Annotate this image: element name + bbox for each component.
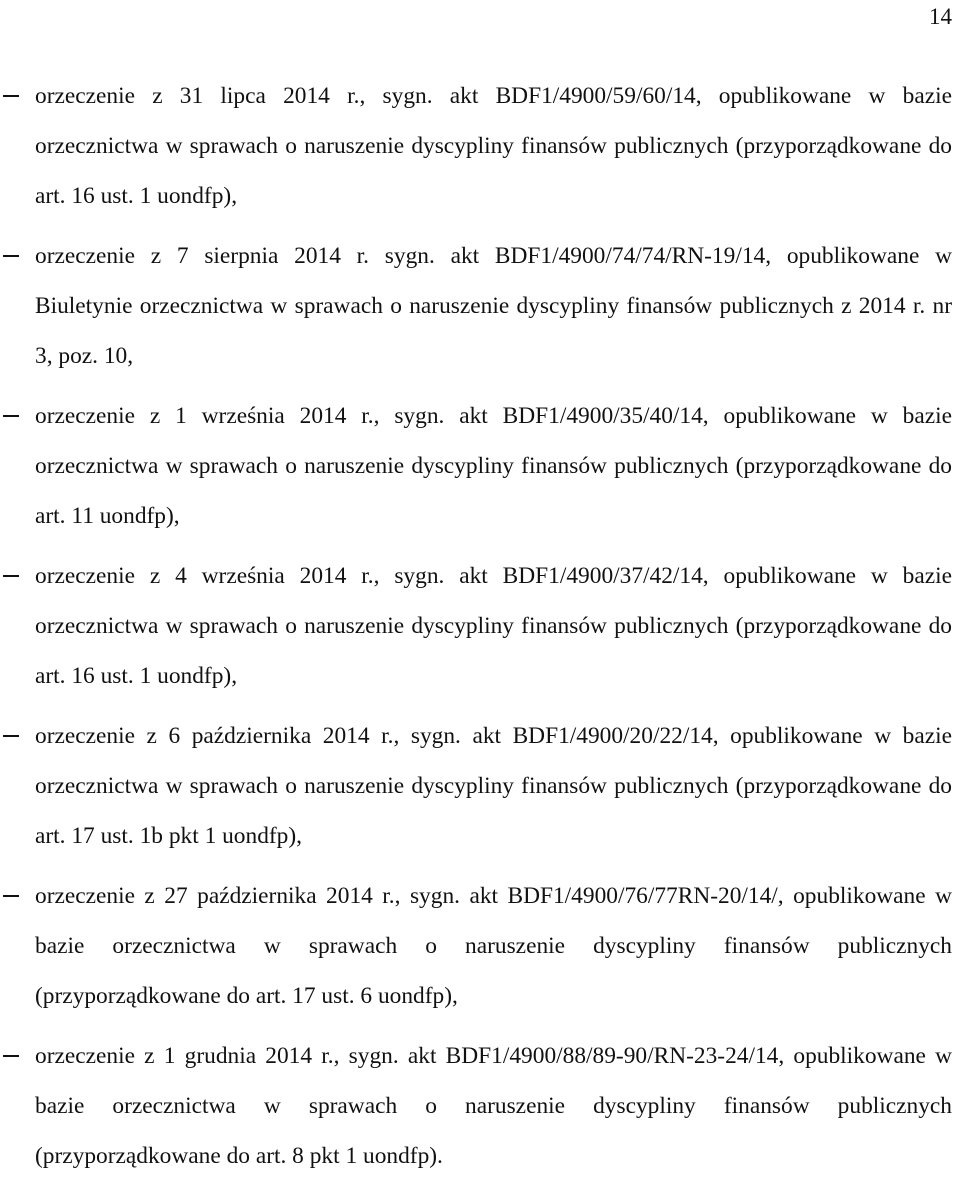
list-item-text: orzeczenie z 4 września 2014 r., sygn. akt BDF1/4900/37/42/14, opublikowane w bazie orzecznictwa w sprawach o naruszenie dyscypliny finansów publicznych (przyporządkowane do art. 16 ust. 1 uondfp),	[35, 563, 952, 689]
list-item	[0, 71, 960, 221]
dash-bullet-icon	[3, 1055, 19, 1057]
dash-bullet-icon	[3, 895, 19, 897]
list-item-text: orzeczenie z 1 grudnia 2014 r., sygn. akt BDF1/4900/88/89-90/RN-23-24/14, opublikowane w bazie orzecznictwa w sprawach o naruszenie dyscypliny finansów publicznych (przyporządkowane do art. 8 pkt 1 uondfp).	[35, 1043, 952, 1169]
dash-bullet-icon	[3, 735, 19, 737]
page-number: 14	[929, 4, 952, 29]
dash-bullet-icon	[3, 575, 19, 577]
list-item-text: orzeczenie z 7 sierpnia 2014 r. sygn. akt BDF1/4900/74/74/RN-19/14, opublikowane w Biuletynie orzecznictwa w sprawach o naruszenie dyscypliny finansów publicznych z 2014 r. nr 3, poz. 10,	[35, 243, 952, 369]
list-item-text: orzeczenie z 27 października 2014 r., sygn. akt BDF1/4900/76/77RN-20/14/, opublikowane w bazie orzecznictwa w sprawach o naruszenie dyscypliny finansów publicznych (przyporządkowane do art. 17 ust. 6 uondfp),	[35, 883, 952, 1009]
list-item	[0, 711, 960, 861]
dash-bullet-icon	[3, 255, 19, 257]
list-item	[0, 551, 960, 701]
list-item	[0, 231, 960, 381]
list-item	[0, 391, 960, 541]
dash-bullet-icon	[3, 95, 19, 97]
list-item	[0, 871, 960, 1021]
list-item	[0, 1031, 960, 1181]
list-item-text: orzeczenie z 6 października 2014 r., sygn. akt BDF1/4900/20/22/14, opublikowane w bazie orzecznictwa w sprawach o naruszenie dyscypliny finansów publicznych (przyporządkowane do art. 17 ust. 1b pkt 1 uondfp),	[35, 723, 952, 849]
dash-bullet-icon	[3, 415, 19, 417]
ruling-list	[0, 71, 960, 1191]
list-item-text: orzeczenie z 31 lipca 2014 r., sygn. akt BDF1/4900/59/60/14, opublikowane w bazie orzecznictwa w sprawach o naruszenie dyscypliny finansów publicznych (przyporządkowane do art. 16 ust. 1 uondfp),	[35, 83, 952, 209]
list-item-text: orzeczenie z 1 września 2014 r., sygn. akt BDF1/4900/35/40/14, opublikowane w bazie orzecznictwa w sprawach o naruszenie dyscypliny finansów publicznych (przyporządkowane do art. 11 uondfp),	[35, 403, 952, 529]
